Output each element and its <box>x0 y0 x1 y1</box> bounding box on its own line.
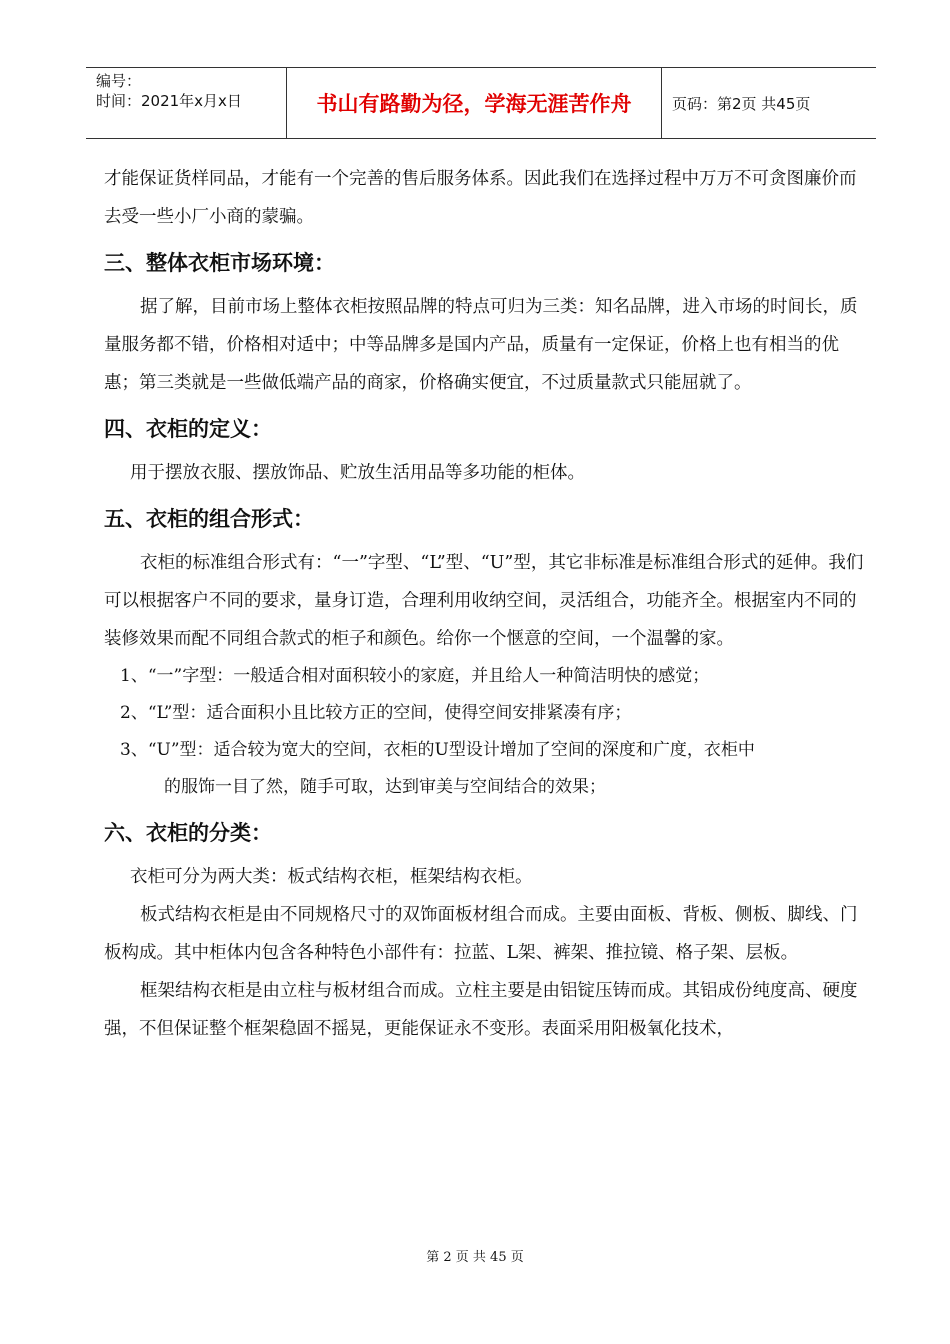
section-heading-5: 五、衣柜的组合形式： <box>104 507 314 531</box>
header-meta <box>86 68 286 138</box>
paragraph: 框架结构衣柜是由立柱与板材组合而成。立柱主要是由铝锭压铸而成。其铝成份纯度高、硬度强，不但保证整个框架稳固不摇晃，更能保证永不变形。表面采用阳极氧化技术， <box>104 981 858 1039</box>
document-body <box>104 160 866 1048</box>
paragraph: 据了解，目前市场上整体衣柜按照品牌的特点可归为三类：知名品牌，进入市场的时间长，质量服务都不错，价格相对适中；中等品牌多是国内产品，质量有一定保证，价格上也有相当的优惠；第三类就是一些做低端产品的商家，价格确实便宜，不过质量款式只能屈就了。 <box>104 297 858 393</box>
time-label: 时间：2021年x月x日 <box>96 92 242 110</box>
section-heading-3: 三、整体衣柜市场环境： <box>104 251 335 275</box>
list-item: 3、“U”型：适合较为宽大的空间，衣柜的U型设计增加了空间的深度和广度，衣柜中 <box>120 740 755 760</box>
page-footer: 第 2 页 共 45 页 <box>426 1250 524 1265</box>
list-item: 2、“L”型：适合面积小且比较方正的空间，使得空间安排紧凑有序； <box>120 703 632 723</box>
section-heading-4: 四、衣柜的定义： <box>104 417 272 441</box>
paragraph: 才能保证货样同品，才能有一个完善的售后服务体系。因此我们在选择过程中万万不可贪图廉价而去受一些小厂小商的蒙骗。 <box>104 169 857 227</box>
paragraph: 衣柜可分为两大类：板式结构衣柜，框架结构衣柜。 <box>130 867 533 887</box>
header-page-info: 页码：第2页 共45页 <box>672 94 811 113</box>
list-item: 1、“一”字型：一般适合相对面积较小的家庭，并且给人一种简洁明快的感觉； <box>120 666 710 686</box>
header-motto: 书山有路勤为径，学海无涯苦作舟 <box>286 68 662 138</box>
paragraph: 板式结构衣柜是由不同规格尺寸的双饰面板材组合而成。主要由面板、背板、侧板、脚线、门板构成。其中柜体内包含各种特色小部件有：拉蓝、L架、裤架、推拉镜、格子架、层板。 <box>104 905 858 963</box>
list-item: 的服饰一目了然，随手可取，达到审美与空间结合的效果； <box>164 777 606 797</box>
number-label: 编号： <box>96 72 142 90</box>
document-header <box>86 67 876 139</box>
section-heading-6: 六、衣柜的分类： <box>104 821 272 845</box>
paragraph: 衣柜的标准组合形式有：“一”字型、“L”型、“U”型，其它非标准是标准组合形式的延伸。我们可以根据客户不同的要求，量身订造，合理利用收纳空间，灵活组合，功能齐全。根据室内不同的装修效果而配不同组合款式的柜子和颜色。给你一个惬意的空间，一个温馨的家。 <box>104 553 864 649</box>
paragraph: 用于摆放衣服、摆放饰品、贮放生活用品等多功能的柜体。 <box>130 463 585 483</box>
